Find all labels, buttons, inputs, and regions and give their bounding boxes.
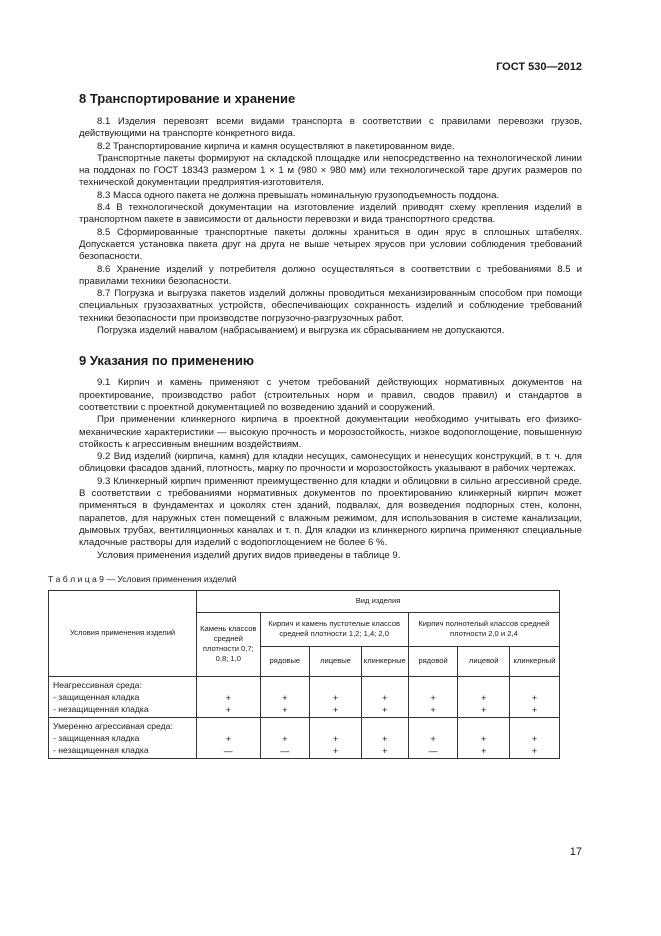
table-cell: + + [510, 717, 560, 758]
table-caption: Т а б л и ц а 9 — Условия применения изделий [48, 573, 237, 584]
row-label [49, 717, 197, 758]
table-cell: + — [260, 717, 310, 758]
paragraph: 8.1 Изделия перевозят всеми видами транспорта в соответствии с правилами перевозки грузов, действующими на транспорте конкретного вида. [79, 116, 582, 140]
section-8-body [79, 116, 582, 337]
page-number: 17 [569, 846, 582, 858]
subheader-cell: рядовой [408, 646, 458, 676]
subheader-cell: рядовые [260, 646, 310, 676]
table-cell: + — [197, 717, 260, 758]
header-group-stone: Камень классов средней плотности 0,7; 0,8; 1,0 [197, 612, 260, 676]
paragraph: 8.5 Сформированные транспортные пакеты должны храниться в один ярус в сплошных штабелях. Допускается установка пакета друг на друга не выше четырех ярусов при условии соблюдения требований безопасности. [79, 226, 582, 263]
table-cell: + + [458, 717, 510, 758]
table-cell: + + [408, 676, 458, 717]
subheader-cell: клинкерный [510, 646, 560, 676]
row-label-line: - защищенная кладка [53, 732, 140, 743]
paragraph: 8.2 Транспортирование кирпича и камня осуществляют в пакетированном виде. [97, 140, 455, 152]
table-cell: + + [361, 676, 408, 717]
row-label-line: - незащищенная кладка [53, 744, 149, 755]
row-label-line: - защищенная кладка [53, 691, 140, 702]
paragraph: 9.2 Вид изделий (кирпича, камня) для кладки несущих, самонесущих и ненесущих конструкций, в т. ч. для облицовки фасадов зданий, плотность, марку по прочности и морозостойкость указывают в рабочих чертежах. [79, 451, 582, 475]
section-9-body [79, 377, 582, 561]
paragraph: Транспортные пакеты формируют на складской площадке или непосредственно на технологической линии на поддонах по ГОСТ 18343 размером 1 × 1 м (980 × 980 мм) или технологической таре других размеров по технической документации предприятия-изготовителя. [79, 152, 582, 189]
paragraph: 8.7 Погрузка и выгрузка пакетов изделий должны проводиться механизированным способом при помощи специальных грузозахватных устройств, обеспечивающих сохранность изделий и соблюдение требований техники безопасности при производстве погрузочно-разгрузочных работ. [79, 288, 582, 324]
subheader-cell: лицевой [458, 646, 510, 676]
row-label [49, 676, 197, 717]
header-conditions: Условия применения изделий [49, 590, 197, 676]
row-label-line: Неагрессивная среда: [53, 679, 142, 690]
table-row [49, 676, 560, 717]
row-label-line: Умеренно агрессивная среда: [53, 720, 173, 731]
subheader-cell: клинкерные [361, 646, 408, 676]
section-8-title: 8 Транспортирование и хранение [79, 91, 296, 106]
document-body [48, 91, 582, 759]
paragraph: 9.3 Клинкерный кирпич применяют преимущественно для кладки и облицовки в сильно агрессивной среде. В соответствии с требованиями нормативных документов по проектированию клинкерный кирпич может применяться в фундаментах и цоколях стен зданий, подвалах, для возведения подпорных стен, колонн, парапетов, для наружных стен помещений с влажным режимом, для использования в системе канализации, дымовых трубах, вентиляционных каналах и т. п. Для кладки из клинкерного кирпича применяют специальные кладочные растворы для изделий с водопоглощением не более 6 %. [79, 475, 582, 549]
subheader-cell: лицевые [310, 646, 362, 676]
table-cell: + — [408, 717, 458, 758]
table-cell: + + [458, 676, 510, 717]
table-cell: + + [260, 676, 310, 717]
paragraph: 8.3 Масса одного пакета не должна превышать номинальную грузоподъемность поддона. [97, 189, 500, 201]
table-cell: + + [510, 676, 560, 717]
paragraph: При применении клинкерного кирпича в проектной документации необходимо учитывать его физико-механические характеристики — высокую прочность и морозостойкость, низкое водопоглощение, повышенную стойкость к агрессивным внешним воздействиям. [79, 414, 582, 450]
paragraph: 8.6 Хранение изделий у потребителя должно осуществляться в соответствии с требованиями 8.5 и правилами техники безопасности. [79, 263, 582, 287]
table-cell: + + [310, 717, 362, 758]
row-label-line: - незащищенная кладка [53, 703, 149, 714]
header-product-type: Вид изделия [197, 590, 560, 612]
header-group-solid: Кирпич полнотелый классов средней плотности 2,0 и 2,4 [408, 612, 559, 646]
table-cell: + + [310, 676, 362, 717]
conditions-table [48, 590, 560, 759]
paragraph: 8.4 В технологической документации на изготовление изделий приводят схему крепления изделий в транспортном пакете в зависимости от дальности перевозки и вида транспортного средства. [79, 202, 582, 226]
table-cell: + + [197, 676, 260, 717]
table-row [49, 717, 560, 758]
document-header: ГОСТ 530—2012 [496, 61, 582, 73]
paragraph: 9.1 Кирпич и камень применяют с учетом требований действующих нормативных документов на проектирование, производство работ (строительных норм и правил, сводов правил) и стандартов в соответствии с проектной документацией по возведению зданий и сооружений. [79, 377, 582, 413]
paragraph: Погрузка изделий навалом (набрасыванием) и выгрузка их сбрасыванием не допускаются. [97, 325, 505, 337]
table-cell: + + [361, 717, 408, 758]
paragraph: Условия применения изделий других видов приведены в таблице 9. [97, 549, 401, 561]
header-group-hollow: Кирпич и камень пустотелые классов средней плотности 1,2; 1,4; 2,0 [260, 612, 408, 646]
section-9-title: 9 Указания по применению [79, 353, 254, 369]
